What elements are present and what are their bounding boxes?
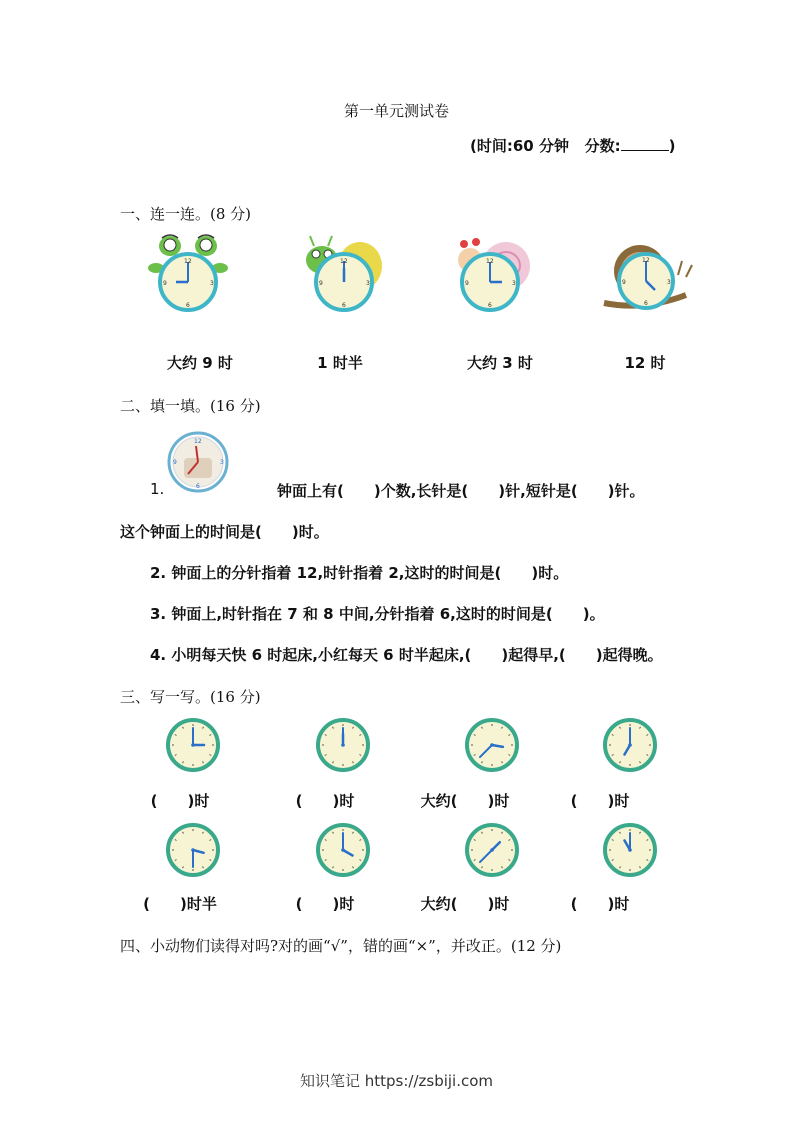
section2-heading: 二、填一填。(16 分) (120, 397, 261, 415)
q1-clock-image (166, 430, 230, 494)
snail-pink-clock-image (452, 232, 534, 314)
svg-text:3: 3 (210, 280, 214, 287)
svg-text:12: 12 (184, 258, 192, 265)
svg-text:6: 6 (196, 483, 200, 490)
svg-text:9: 9 (173, 459, 177, 466)
write-answer-6[interactable]: ( )时 (295, 895, 355, 913)
write-answer-5[interactable]: ( )时半 (143, 895, 217, 913)
write-answer-3[interactable]: 大约( )时 (420, 792, 510, 810)
time-score-info (470, 135, 675, 156)
section4-heading: 四、小动物们读得对吗?对的画“√”，错的画“×”，并改正。(12 分) (120, 937, 562, 955)
write-answer-7[interactable]: 大约( )时 (420, 895, 510, 913)
score-blank[interactable] (621, 136, 669, 151)
svg-text:6: 6 (186, 302, 190, 309)
write-answer-2[interactable]: ( )时 (295, 792, 355, 810)
q3-text[interactable]: 3. 钟面上,时针指在 7 和 8 中间,分针指着 6,这时的时间是( )。 (150, 605, 605, 623)
svg-text:3: 3 (220, 459, 224, 466)
section1-heading: 一、连一连。(8 分) (120, 205, 252, 223)
practice-clock-2 (315, 717, 371, 773)
svg-text:9: 9 (622, 279, 626, 286)
section3-heading: 三、写一写。(16 分) (120, 688, 261, 706)
svg-text:12: 12 (194, 438, 202, 445)
match-label-3[interactable]: 大约 3 时 (467, 354, 533, 372)
practice-clock-3 (464, 717, 520, 773)
write-answer-8[interactable]: ( )时 (570, 895, 630, 913)
svg-text:3: 3 (366, 280, 370, 287)
snail-brown-clock-image (600, 235, 695, 315)
frog-clock-image (148, 230, 228, 315)
time-info: (时间:60 分钟 (470, 137, 569, 155)
practice-clock-1 (165, 717, 221, 773)
match-label-2[interactable]: 1 时半 (317, 354, 363, 372)
q1-number: 1. (150, 480, 165, 498)
caterpillar-clock-image (302, 232, 384, 314)
q2-text[interactable]: 2. 钟面上的分针指着 12,时针指着 2,这时的时间是( )时。 (150, 564, 569, 582)
page-title: 第一单元测试卷 (343, 102, 449, 120)
svg-text:6: 6 (644, 300, 648, 307)
write-answer-1[interactable]: ( )时 (150, 792, 210, 810)
svg-text:12: 12 (486, 258, 494, 265)
svg-text:6: 6 (342, 302, 346, 309)
write-answer-4[interactable]: ( )时 (570, 792, 630, 810)
practice-clock-8 (602, 822, 658, 878)
q4-text[interactable]: 4. 小明每天快 6 时起床,小红每天 6 时半起床,( )起得早,( )起得晚。 (150, 646, 663, 664)
svg-text:3: 3 (667, 279, 671, 286)
svg-text:9: 9 (465, 280, 469, 287)
match-label-4[interactable]: 12 时 (624, 354, 666, 372)
practice-clock-6 (315, 822, 371, 878)
practice-clock-5 (165, 822, 221, 878)
svg-text:9: 9 (163, 280, 167, 287)
time-info-close: ) (668, 137, 676, 155)
footer-watermark: 知识笔记 https://zsbiji.com (299, 1072, 494, 1090)
practice-clock-4 (602, 717, 658, 773)
q1-text[interactable]: 钟面上有( )个数,长针是( )针,短针是( )针。 (277, 482, 645, 500)
score-label: 分数: (584, 137, 621, 155)
practice-clock-7 (464, 822, 520, 878)
match-label-1[interactable]: 大约 9 时 (167, 354, 233, 372)
q1-continuation[interactable]: 这个钟面上的时间是( )时。 (120, 523, 329, 541)
svg-text:3: 3 (512, 280, 516, 287)
svg-text:6: 6 (488, 302, 492, 309)
svg-text:12: 12 (642, 257, 650, 264)
svg-text:12: 12 (340, 258, 348, 265)
svg-text:9: 9 (319, 280, 323, 287)
